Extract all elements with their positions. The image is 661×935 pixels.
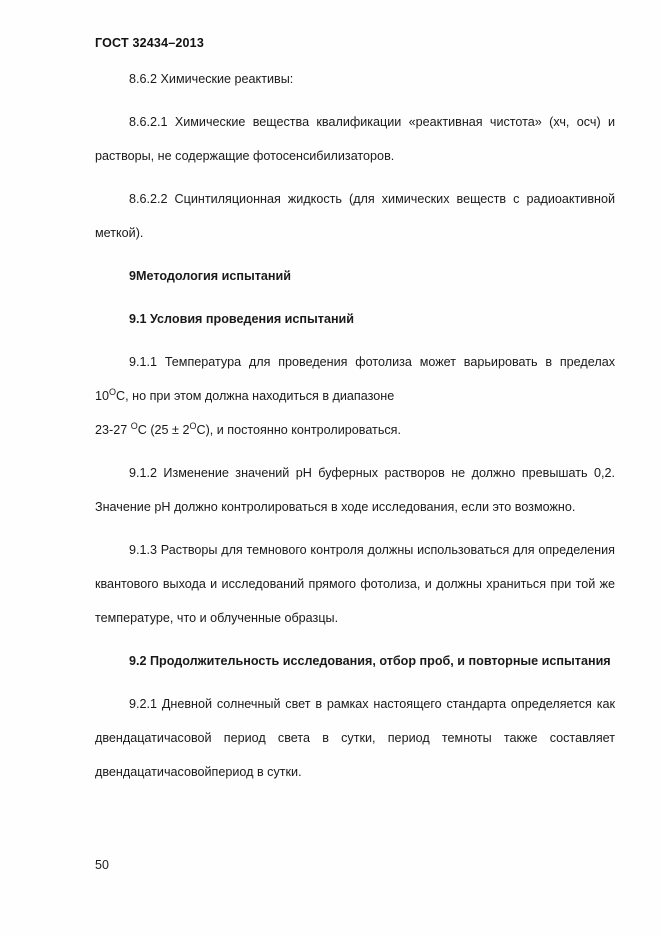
document-body [95,62,615,789]
heading-9: 9Методология испытаний [129,269,291,283]
paragraph-9-1-1-text-4: С (25 ± 2 [137,423,190,437]
paragraph-9-1-1-text-1: 9.1.1 Температура для проведения фотолиза может варьировать в пределах 10 [95,355,615,403]
paragraph-9-1-1-text-3: 23-27 [95,423,131,437]
degree-superscript-3: O [189,420,197,431]
paragraph-9-1-1-text-2: С, но при этом должна находиться в диапазоне [116,389,395,403]
degree-superscript-1: O [109,386,117,397]
document-header: ГОСТ 32434–2013 [95,36,204,50]
paragraph-8-6-2: 8.6.2 Химические реактивы: [129,72,294,86]
paragraph-9-1-2: 9.1.2 Изменение значений рН буферных растворов не должно превышать 0,2. Значение рН должно контролироваться в ходе исследования, если это возможно. [95,466,615,514]
heading-9-1: 9.1 Условия проведения испытаний [129,312,355,326]
paragraph-8-6-2-1: 8.6.2.1 Химические вещества квалификации «реактивная чистота» (хч, осч) и растворы, не содержащие фотосенсибилизаторов. [95,115,615,163]
paragraph-9-2-1: 9.2.1 Дневной солнечный свет в рамках настоящего стандарта определяется как двендацатичасовой период света в сутки, период темноты также составляет двендацатичасовойпериод в сутки. [95,697,615,779]
paragraph-9-1-1-text-5: С), и постоянно контролироваться. [196,423,401,437]
degree-superscript-2: O [130,420,138,431]
heading-9-2: 9.2 Продолжительность исследования, отбор проб, и повторные испытания [129,654,611,668]
page-number: 50 [95,858,109,872]
paragraph-9-1-1-cont [95,413,615,447]
paragraph-9-1-3: 9.1.3 Растворы для темнового контроля должны использоваться для определения квантового выхода и исследований прямого фотолиза, и должны храниться при той же температуре, что и облученные образцы. [95,543,615,625]
paragraph-9-1-1 [95,345,615,413]
paragraph-8-6-2-2: 8.6.2.2 Сцинтиляционная жидкость (для химических веществ с радиоактивной меткой). [95,192,615,240]
